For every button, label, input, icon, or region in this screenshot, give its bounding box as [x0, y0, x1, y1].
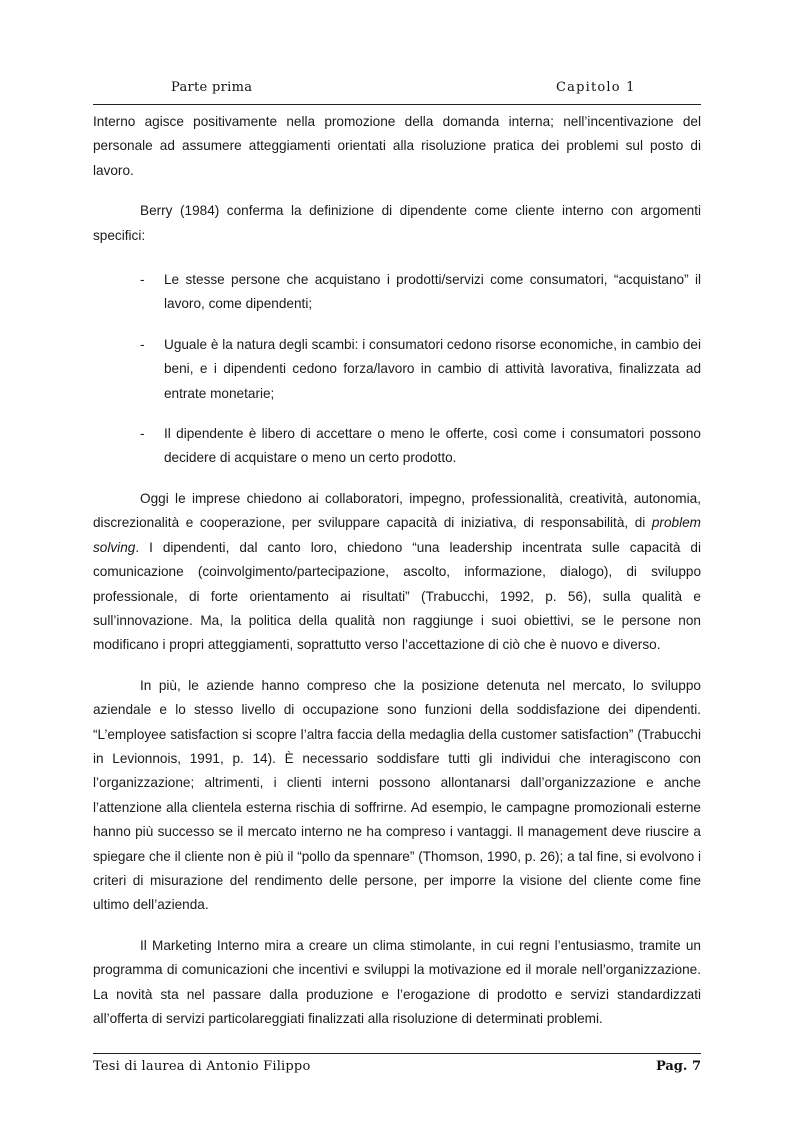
- list-item-text: Le stesse persone che acquistano i prodotti/servizi come consumatori, “acquistano” il lavoro, come dipendenti;: [164, 272, 701, 312]
- dash-marker: -: [140, 336, 145, 352]
- footer-thesis-label: Tesi di laurea di Antonio Filippo: [93, 1059, 311, 1074]
- paragraph-2: Berry (1984) conferma la definizione di dipendente come cliente interno con argomenti specifici:: [93, 203, 701, 243]
- paragraph-1: Interno agisce positivamente nella promozione della domanda interna; nell’incentivazione del personale ad assumere atteggiamenti orientati alla risoluzione pratica dei problemi sul posto di lavoro.: [93, 114, 701, 178]
- header-chapter-label: Capitolo 1: [556, 80, 636, 95]
- dash-marker: -: [140, 426, 145, 442]
- list-item-text: Uguale è la natura degli scambi: i consumatori cedono risorse economiche, in cambio dei beni, e i dipendenti cedono forza/lavoro in cambio di attività lavorativa, finalizzata ad entrate monetarie;: [164, 336, 701, 401]
- footer-rule: [93, 1053, 701, 1054]
- paragraph-3: [93, 487, 701, 658]
- dash-marker: -: [140, 272, 145, 288]
- paragraph-3-emphasis: problem solving: [93, 515, 701, 555]
- bullet-list: [93, 268, 701, 471]
- list-item: [93, 422, 701, 471]
- page-number: Pag. 7: [655, 1059, 701, 1074]
- paragraph-5: Il Marketing Interno mira a creare un clima stimolante, in cui regni l’entusiasmo, tramite un programma di comunicazioni che incentivi e sviluppi la motivazione ed il morale nell’organizzazione. La novità sta nel passare dalla produzione e l’erogazione di prodotto e servizi standardizzati all’offerta di servizi particolareggiati finalizzati alla risoluzione di determinati problemi.: [93, 937, 701, 1026]
- list-item: [93, 268, 701, 317]
- list-item: [93, 333, 701, 406]
- header-section-label: Parte prima: [171, 80, 253, 95]
- page-footer: [93, 1059, 701, 1079]
- page-body: [93, 110, 701, 1031]
- paragraph-3-part-a: Oggi le imprese chiedono ai collaboratori, impegno, professionalità, creatività, autonomia, discrezionalità e cooperazione, per sviluppare capacità di iniziativa, di responsabilità, di: [93, 490, 701, 531]
- header-rule: [93, 104, 701, 105]
- paragraph-4: In più, le aziende hanno compreso che la posizione detenuta nel mercato, lo sviluppo aziendale e lo stesso livello di occupazione sono funzioni della soddisfazione dei dipendenti. “L’employee satisfaction si scopre l’altra faccia della medaglia della customer satisfaction” (Trabucchi in Levionnois, 1991, p. 14). È necessario soddisfare tutti gli individui che interagiscono con l’organizzazione; altrimenti, i clienti interni possono allontanarsi dall’organizzazione e anche l’attenzione alla clientela esterna rischia di soffrirne. Ad esempio, le campagne promozionali esterne hanno più successo se il mercato interno ne ha compreso i vantaggi. Il management deve riuscire a spiegare che il cliente non è più il “pollo da spennare” (Thomson, 1990, p. 26); a tal fine, si evolvono i criteri di misurazione del rendimento delle persone, per imporre la visione del cliente come fine ultimo dell’azienda.: [93, 677, 701, 913]
- list-item-text: Il dipendente è libero di accettare o meno le offerte, così come i consumatori possono decidere di acquistare o meno un certo prodotto.: [164, 426, 701, 466]
- page-header: [0, 80, 793, 100]
- paragraph-3-part-b: . I dipendenti, dal canto loro, chiedono “una leadership incentrata sulle capacità di comunicazione (coinvolgimento/partecipazione, ascolto, informazione, dialogo), di sviluppo professionale, di forte orientamento ai risultati” (Trabucchi, 1992, p. 56), sulla qualità e sull’innovazione. Ma, la politica della qualità non raggiunge i suoi obiettivi, se le persone non modificano i propri atteggiamenti, soprattutto verso l’accettazione di ciò che è nuovo e diverso.: [93, 539, 701, 653]
